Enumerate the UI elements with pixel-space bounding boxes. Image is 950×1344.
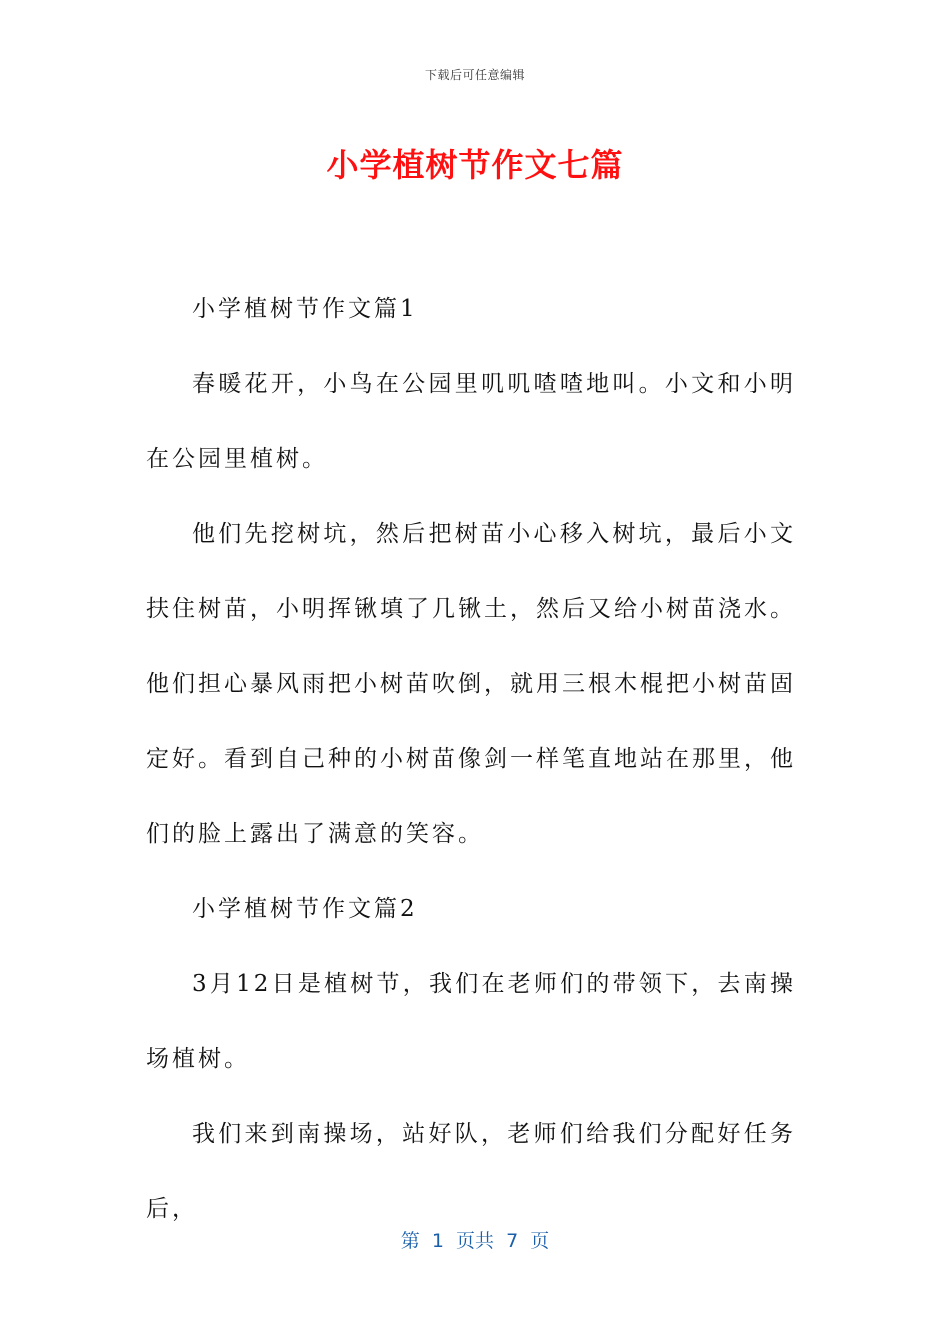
header-note: 下载后可任意编辑 xyxy=(424,68,525,82)
body-paragraph: 我们来到南操场，站好队，老师们给我们分配好任务后， xyxy=(146,1121,796,1222)
body-paragraph: 他们先挖树坑，然后把树苗小心移入树坑，最后小文扶住树苗，小明挥锹填了几锹土，然后又给小树苗浇水。他们担心暴风雨把小树苗吹倒，就用三根木棍把小树苗固定好。看到自己种的小树苗像剑一样笔直地站在那里，他们的脸上露出了满意的笑容。 xyxy=(146,521,796,847)
document-body xyxy=(146,272,796,1247)
document-title: 小学植树节作文七篇 xyxy=(326,146,624,184)
body-paragraph: 春暖花开，小鸟在公园里叽叽喳喳地叫。小文和小明在公园里植树。 xyxy=(146,371,796,472)
body-paragraph: 3月12日是植树节，我们在老师们的带领下，去南操场植树。 xyxy=(146,971,796,1072)
section-heading-1: 小学植树节作文篇1 xyxy=(192,296,418,322)
section-heading-2: 小学植树节作文篇2 xyxy=(192,896,418,922)
page-number-footer: 第 1 页共 7 页 xyxy=(400,1230,550,1252)
